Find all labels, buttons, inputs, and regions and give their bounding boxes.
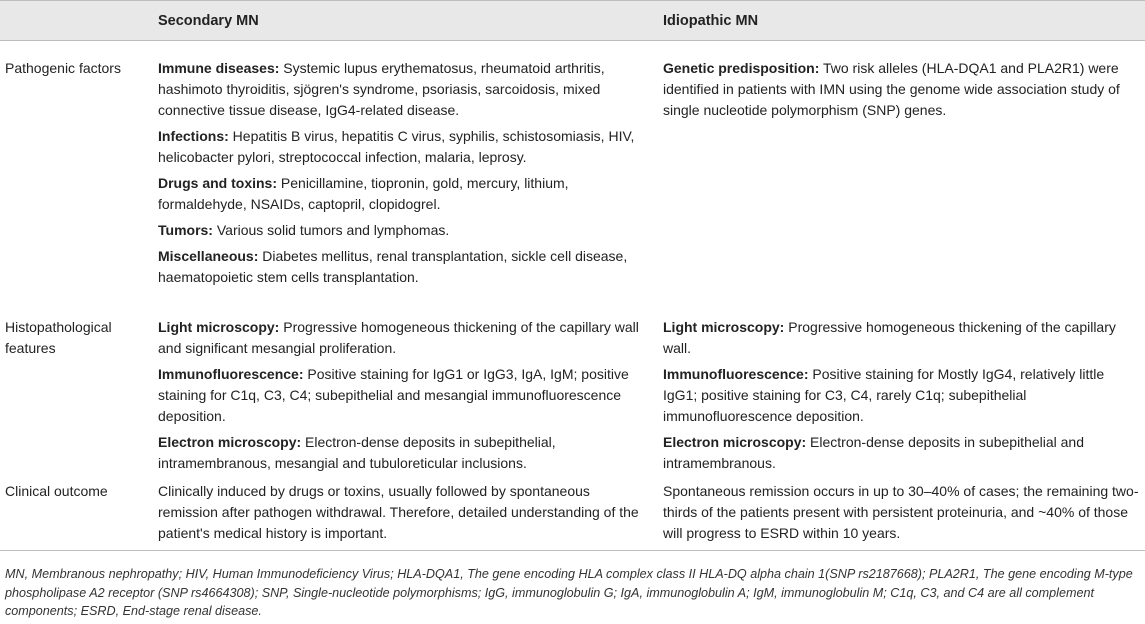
secondary-light-microscopy: Light microscopy: Progressive homogeneous thickening of the capillary wall and significant mesangial proliferation. [158,319,639,356]
secondary-miscellaneous: Miscellaneous: Diabetes mellitus, renal transplantation, sickle cell disease, haematopoietic stem cells transplantation. [158,248,628,285]
secondary-drugs-toxins: Drugs and toxins: Penicillamine, tiopronin, gold, mercury, lithium, formaldehyde, NSAIDs, captopril, clopidogrel. [158,175,569,212]
row-label-histopathological: Histopathological features [5,319,112,356]
secondary-electron-microscopy: Electron microscopy: Electron-dense deposits in subepithelial, intramembranous, mesangial and tubuloreticular inclusions. [158,434,556,471]
idiopathic-electron-microscopy: Electron microscopy: Electron-dense deposits in subepithelial and intramembranous. [663,434,1085,471]
secondary-infections: Infections: Hepatitis B virus, hepatitis C virus, syphilis, schistosomiasis, HIV, helicobacter pylori, streptococcal infection, malaria, leprosy. [158,128,635,165]
idiopathic-immunofluorescence: Immunofluorescence: Positive staining for Mostly IgG4, relatively little IgG1; positive staining for C3, C4, rarely C1q; subepithelial immunofluorescence deposition. [663,366,1105,424]
idiopathic-pathogenic-cell [663,58,1141,121]
table-footnote: MN, Membranous nephropathy; HIV, Human Immunodeficiency Virus; HLA-DQA1, The gene encoding HLA complex class II HLA-DQ alpha chain 1(SNP rs2187668); PLA2R1, The gene encoding M-type phospholipase A2 receptor (SNP rs4664308); SNP, Single-nucleotide polymorphisms; IgG, immunoglobulin G; IgA, immunoglobulin A; IgM, immunoglobulin M; C1q, C3, and C4 are all complement components; ESRD, End-stage renal disease. [5,567,1133,618]
secondary-clinical-outcome [158,481,650,544]
idiopathic-outcome-text: Spontaneous remission occurs in up to 30–40% of cases; the remaining two-thirds of the patients present with persistent proteinuria, and ~40% of those will progress to ESRD within 10 years. [663,483,1139,541]
secondary-tumors: Tumors: Various solid tumors and lymphomas. [158,222,450,238]
header-idiopathic-mn: Idiopathic MN [663,13,759,29]
table-header-row [0,0,1145,41]
idiopathic-clinical-outcome [663,481,1141,544]
table-bottom-rule [0,550,1145,551]
idiopathic-histopathological-cell [663,317,1141,474]
row-label-pathogenic: Pathogenic factors [5,60,121,76]
secondary-immunofluorescence: Immunofluorescence: Positive staining for IgG1 or IgG3, IgA, IgM; positive staining for C1q, C3, C4; subepithelial and mesangial immunofluorescence deposition. [158,366,629,424]
header-secondary-mn: Secondary MN [158,13,259,29]
secondary-outcome-text: Clinically induced by drugs or toxins, usually followed by spontaneous remission after pathogen withdrawal. Therefore, detailed understanding of the patient's medical history is important. [158,483,639,541]
secondary-histopathological-cell [158,317,650,474]
secondary-immune-diseases: Immune diseases: Systemic lupus erythematosus, rheumatoid arthritis, hashimoto thyroiditis, sjögren's syndrome, psoriasis, sarcoidosis, mixed connective tissue disease, IgG4-related disease. [158,60,605,118]
row-label-clinical-outcome: Clinical outcome [5,483,108,499]
idiopathic-genetic-predisposition: Genetic predisposition: Two risk alleles (HLA-DQA1 and PLA2R1) were identified in patients with IMN using the genome wide association study of single nucleotide polymorphism (SNP) genes. [663,60,1120,118]
idiopathic-light-microscopy: Light microscopy: Progressive homogeneous thickening of the capillary wall. [663,319,1116,356]
secondary-pathogenic-cell [158,58,650,288]
